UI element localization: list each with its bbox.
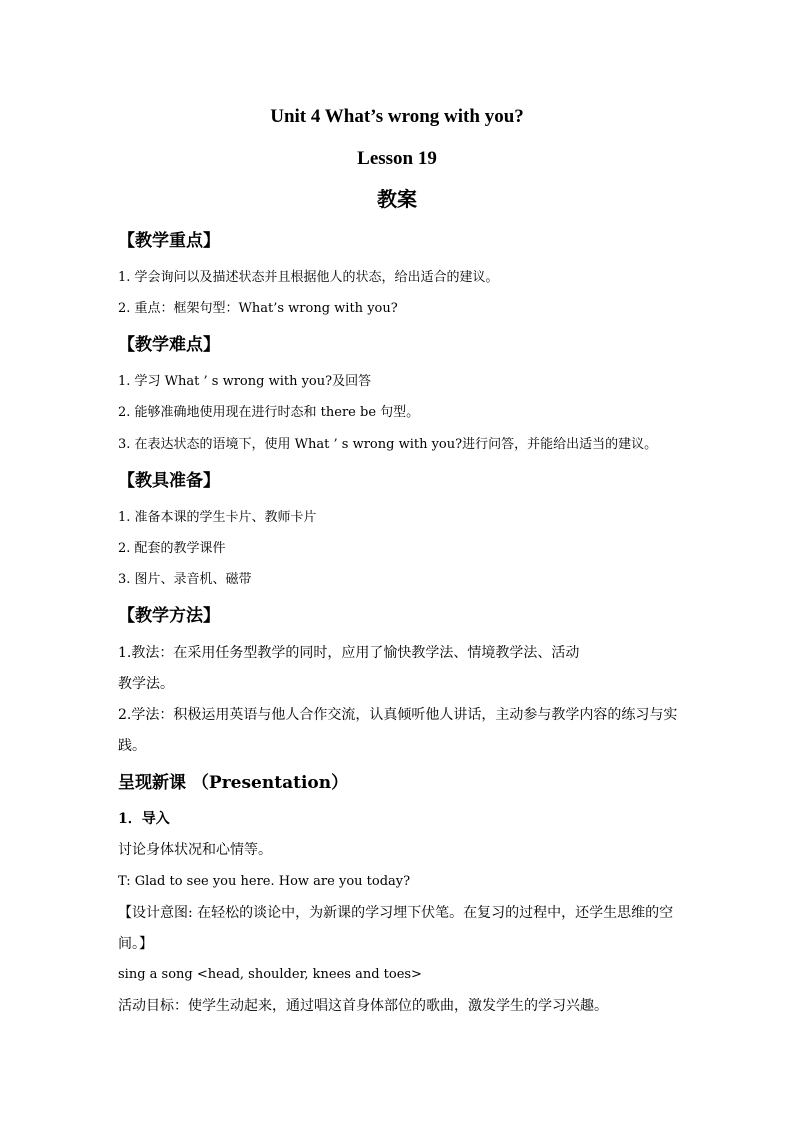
design-intent-line: 间。】 <box>118 936 153 952</box>
difficulty-item: 2. 能够准确地使用现在进行时态和 there be 句型。 <box>118 405 420 420</box>
plan-title: 教案 <box>377 189 417 211</box>
step-introduction: 1．导入 <box>118 811 170 827</box>
unit-title: Unit 4 What’s wrong with you? <box>270 106 524 127</box>
material-item: 3. 图片、录音机、磁带 <box>118 572 252 587</box>
presentation-line: T: Glad to see you here. How are you today? <box>118 874 411 889</box>
presentation-line: sing a song <head, shoulder, knees and toes> <box>118 967 422 982</box>
material-item: 1. 准备本课的学生卡片、教师卡片 <box>118 510 317 525</box>
presentation-line: 讨论身体状况和心情等。 <box>118 842 272 858</box>
methods-line: 2.学法：积极运用英语与他人合作交流，认真倾听他人讲话，主动参与教学内容的练习与实 <box>118 707 678 723</box>
material-item: 2. 配套的教学课件 <box>118 541 226 556</box>
difficulty-item: 3. 在表达状态的语境下，使用 What ’ s wrong with you?进行问答，并能给出适当的建议。 <box>118 437 658 452</box>
methods-line: 教学法。 <box>118 676 174 692</box>
difficulties-heading: 【教学难点】 <box>118 335 220 355</box>
presentation-heading: 呈现新课 （Presentation） <box>118 773 349 793</box>
key-point-item: 1. 学会询问以及描述状态并且根据他人的状态，给出适合的建议。 <box>118 270 499 285</box>
activity-goal-line: 活动目标：使学生动起来，通过唱这首身体部位的歌曲，激发学生的学习兴趣。 <box>118 998 608 1014</box>
lesson-title: Lesson 19 <box>357 148 437 169</box>
difficulty-item: 1. 学习 What ’ s wrong with you?及回答 <box>118 374 372 389</box>
key-point-item: 2. 重点：框架句型：What’s wrong with you? <box>118 301 398 316</box>
key-points-heading: 【教学重点】 <box>118 231 220 251</box>
methods-line: 1.教法：在采用任务型教学的同时，应用了愉快教学法、情境教学法、活动 <box>118 645 580 661</box>
methods-line: 践。 <box>118 738 146 754</box>
methods-heading: 【教学方法】 <box>118 606 220 626</box>
design-intent-line: 【设计意图: 在轻松的谈论中，为新课的学习埋下伏笔。在复习的过程中，还学生思维的空 <box>118 905 674 921</box>
materials-heading: 【教具准备】 <box>118 471 220 491</box>
